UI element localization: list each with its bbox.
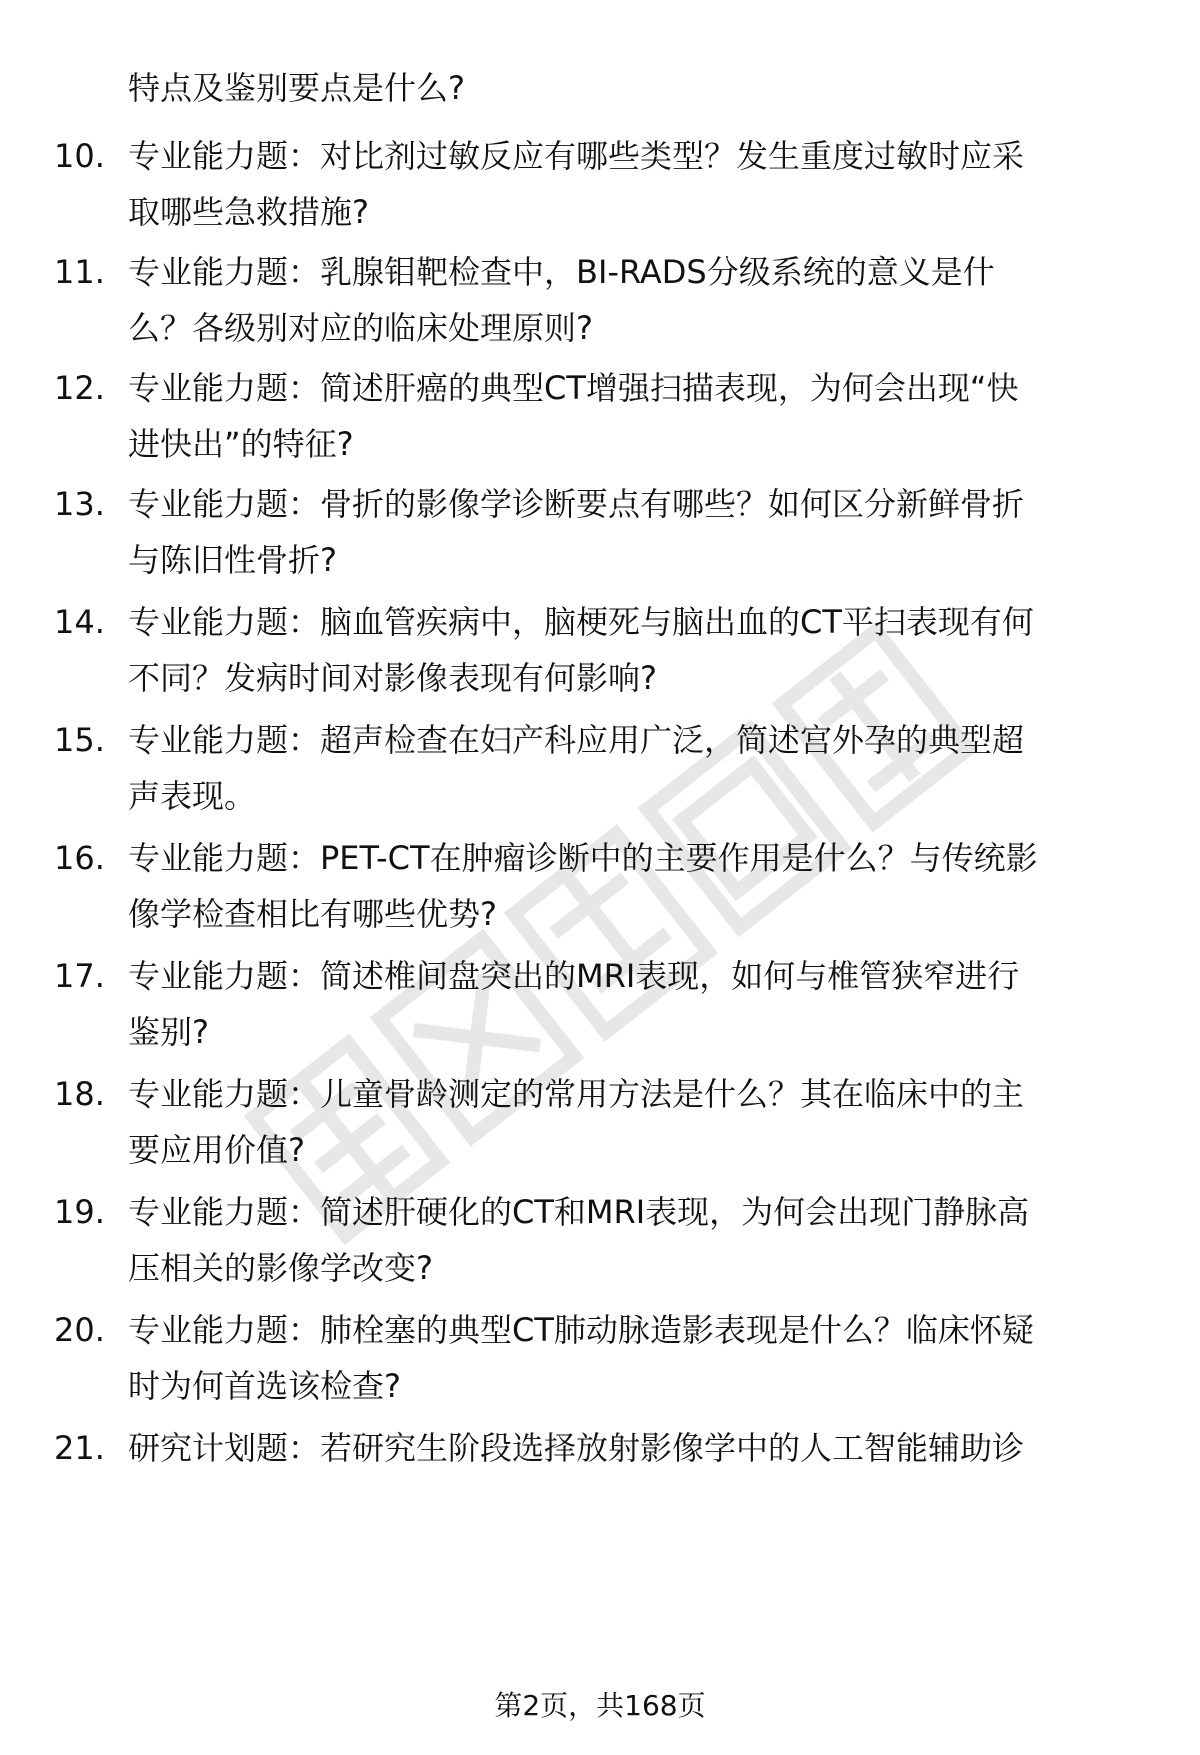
question-text-line-2: 时为何首选该检查?	[128, 1367, 401, 1405]
question-text-line-1: 研究计划题：若研究生阶段选择放射影像学中的人工智能辅助诊	[128, 1429, 1025, 1467]
question-number: 19.	[54, 1193, 105, 1231]
question-text-line-1: 专业能力题：脑血管疾病中，脑梗死与脑出血的CT平扫表现有何	[128, 603, 1034, 641]
question-text-line-1: 专业能力题：简述肝硬化的CT和MRI表现，为何会出现门静脉高	[128, 1193, 1030, 1231]
question-text-line-2: 进快出”的特征?	[128, 425, 354, 463]
question-text-line-1: 专业能力题：简述椎间盘突出的MRI表现，如何与椎管狭窄进行	[128, 957, 1020, 995]
question-text-line-1: 专业能力题：简述肝癌的典型CT增强扫描表现，为何会出现“快	[128, 369, 1019, 407]
question-number: 21.	[54, 1429, 105, 1467]
question-text-line-1: 专业能力题：PET-CT在肿瘤诊断中的主要作用是什么？与传统影	[128, 839, 1038, 877]
question-text-line-2: 与陈旧性骨折?	[128, 541, 337, 579]
question-number: 18.	[54, 1075, 105, 1113]
question-text-line-1: 专业能力题：超声检查在妇产科应用广泛，简述宫外孕的典型超	[128, 721, 1025, 759]
question-number: 15.	[54, 721, 105, 759]
continuation-line: 特点及鉴别要点是什么?	[128, 69, 465, 107]
question-number: 16.	[54, 839, 105, 877]
question-text-line-1: 专业能力题：骨折的影像学诊断要点有哪些？如何区分新鲜骨折	[128, 485, 1025, 523]
question-text-line-2: 要应用价值?	[128, 1131, 305, 1169]
question-text-line-2: 声表现。	[128, 777, 257, 815]
question-text-line-2: 不同？发病时间对影像表现有何影响?	[128, 659, 657, 697]
question-number: 20.	[54, 1311, 105, 1349]
question-text-line-2: 压相关的影像学改变?	[128, 1249, 433, 1287]
question-text-line-2: 像学检查相比有哪些优势?	[128, 895, 497, 933]
question-number: 13.	[54, 485, 105, 523]
question-text-line-2: 取哪些急救措施?	[128, 193, 369, 231]
question-number: 10.	[54, 137, 105, 175]
page-footer: 第2页，共168页	[494, 1689, 706, 1722]
question-number: 12.	[54, 369, 105, 407]
question-text-line-1: 专业能力题：儿童骨龄测定的常用方法是什么？其在临床中的主	[128, 1075, 1025, 1113]
question-text-line-1: 专业能力题：肺栓塞的典型CT肺动脉造影表现是什么？临床怀疑	[128, 1311, 1034, 1349]
question-text-line-2: 鉴别?	[128, 1013, 209, 1051]
question-text-line-2: 么？各级别对应的临床处理原则?	[128, 309, 593, 347]
question-text-line-1: 专业能力题：乳腺钼靶检查中，BI-RADS分级系统的意义是什	[128, 253, 995, 291]
question-number: 14.	[54, 603, 105, 641]
question-number: 11.	[54, 253, 105, 291]
question-number: 17.	[54, 957, 105, 995]
question-text-line-1: 专业能力题：对比剂过敏反应有哪些类型？发生重度过敏时应采	[128, 137, 1025, 175]
